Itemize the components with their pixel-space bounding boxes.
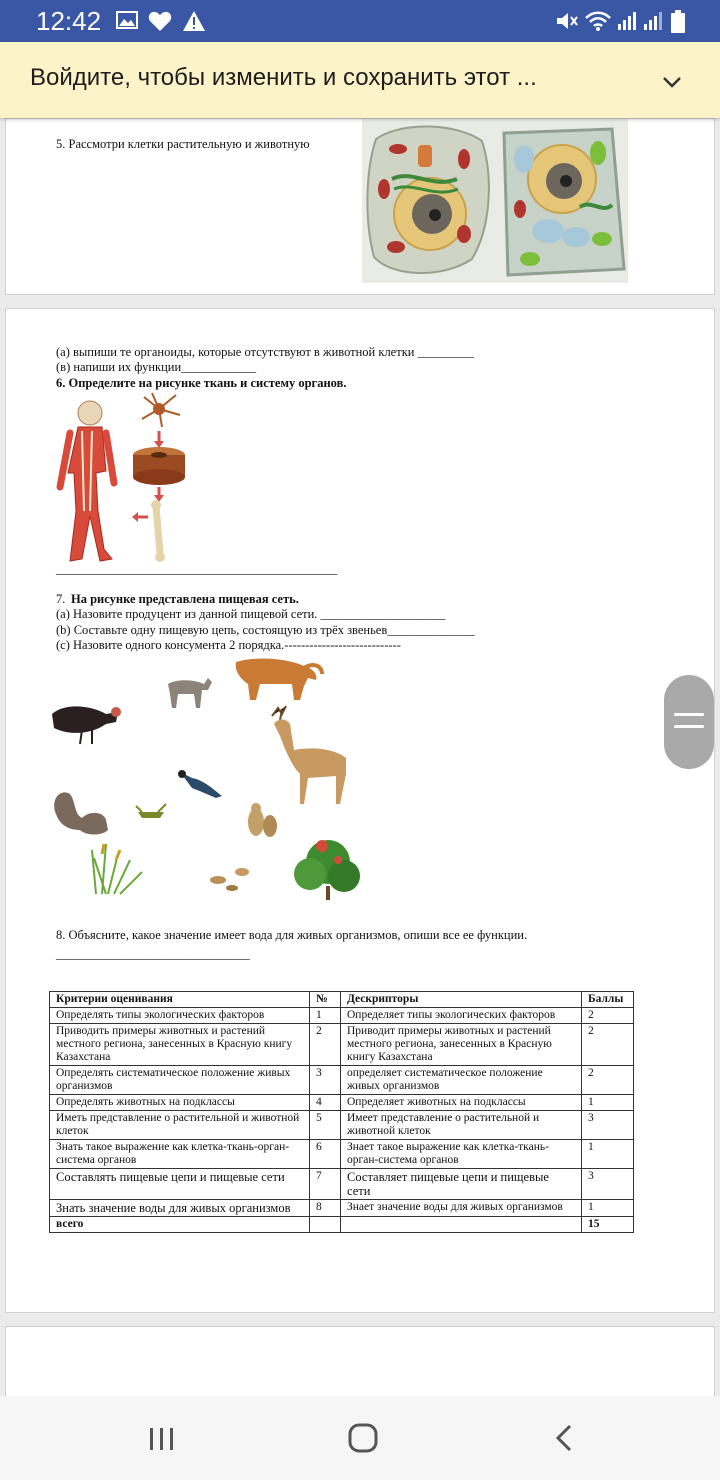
question-7-title: На рисунке представлена пищевая сеть. — [71, 592, 299, 606]
sign-in-banner[interactable] — [0, 42, 720, 118]
total-label: всего — [50, 1217, 310, 1233]
battery-icon — [670, 10, 686, 34]
cell-points: 1 — [582, 1095, 634, 1111]
table-header-row — [50, 992, 634, 1008]
question-7a: (а) Назовите продуцент из данной пищевой сети. ____________________ — [56, 607, 446, 621]
question-6-answer-line: _____________________________________________ — [56, 562, 338, 576]
question-5b: (в) напиши их функции____________ — [56, 360, 257, 374]
table-row — [50, 1008, 634, 1024]
recent-apps-icon[interactable] — [140, 1416, 184, 1460]
cell-descriptor: определяет систематическое положение живых организмов — [341, 1066, 582, 1095]
table-row — [50, 1169, 634, 1200]
warning-icon — [182, 10, 206, 32]
question-5: 5. Рассмотри клетки растительную и животную — [56, 137, 310, 151]
navigation-bar — [0, 1396, 720, 1480]
food-web-image — [46, 654, 366, 914]
document-page-1 — [5, 118, 715, 295]
cell-number: 4 — [310, 1095, 341, 1111]
signal-icon — [616, 10, 666, 32]
total-value: 15 — [582, 1217, 634, 1233]
cell-descriptor: Приводит примеры животных и растений местного региона, занесенных в Красную книгу Казахстана — [341, 1024, 582, 1066]
handle-grip-line — [674, 725, 704, 728]
cell-points: 2 — [582, 1008, 634, 1024]
image-icon — [116, 10, 138, 30]
cell-criteria: Знать такое выражение как клетка-ткань-орган-система органов — [50, 1140, 310, 1169]
cell-criteria: Составлять пищевые цепи и пищевые сети — [50, 1169, 310, 1200]
cell-criteria: Знать значение воды для живых организмов — [50, 1200, 310, 1217]
cell-number: 8 — [310, 1200, 341, 1217]
cell-points: 1 — [582, 1200, 634, 1217]
handle-grip-line — [674, 713, 704, 716]
cell-criteria: Определять систематическое положение живых организмов — [50, 1066, 310, 1095]
scroll-handle[interactable] — [664, 675, 714, 769]
cell-empty — [310, 1217, 341, 1233]
cell-number: 3 — [310, 1066, 341, 1095]
question-5a: (а) выпиши те органоиды, которые отсутствуют в животной клетки _________ — [56, 345, 474, 359]
cell-points: 3 — [582, 1169, 634, 1200]
cell-criteria: Определять типы экологических факторов — [50, 1008, 310, 1024]
cell-descriptor: Знает такое выражение как клетка-ткань-орган-система органов — [341, 1140, 582, 1169]
question-7b: (b) Составьте одну пищевую цепь, состоящую из трёх звеньев______________ — [56, 623, 475, 637]
assessment-criteria-table — [49, 991, 634, 1233]
cell-criteria: Иметь представление о растительной и животной клеток — [50, 1111, 310, 1140]
table-row — [50, 1140, 634, 1169]
chevron-down-icon[interactable] — [660, 70, 684, 94]
wifi-icon — [584, 10, 612, 32]
cell-number: 5 — [310, 1111, 341, 1140]
banner-text: Войдите, чтобы изменить и сохранить этот ... — [30, 64, 537, 91]
document-page-2 — [5, 308, 715, 1313]
header-criteria: Критерии оценивания — [50, 992, 310, 1008]
cell-descriptor: Определяет животных на подклассы — [341, 1095, 582, 1111]
document-page-3 — [5, 1326, 715, 1398]
cell-criteria: Определять животных на подклассы — [50, 1095, 310, 1111]
question-7-number: 7. — [56, 592, 66, 606]
cell-number: 7 — [310, 1169, 341, 1200]
cell-points: 2 — [582, 1024, 634, 1066]
question-8-answer-line: _______________________________ — [56, 947, 250, 961]
header-points: Баллы — [582, 992, 634, 1008]
tissue-organ-image — [52, 391, 202, 566]
cell-descriptor: Имеет представление о растительной и животной клеток — [341, 1111, 582, 1140]
cell-descriptor: Составляет пищевые цепи и пищевые сети — [341, 1169, 582, 1200]
heart-icon — [148, 10, 172, 32]
header-descriptors: Дескрипторы — [341, 992, 582, 1008]
cells-image — [362, 119, 628, 283]
question-8: 8. Объясните, какое значение имеет вода для живых организмов, опиши все ее функции. — [56, 928, 528, 942]
cell-points: 3 — [582, 1111, 634, 1140]
cell-descriptor: Определяет типы экологических факторов — [341, 1008, 582, 1024]
back-icon[interactable] — [543, 1416, 587, 1460]
cell-descriptor: Знает значение воды для живых организмов — [341, 1200, 582, 1217]
cell-empty — [341, 1217, 582, 1233]
question-7c: (c) Назовите одного консумента 2 порядка.---------------------------- — [56, 638, 401, 652]
cell-criteria: Приводить примеры животных и растений местного региона, занесенных в Красную книгу Казахстана — [50, 1024, 310, 1066]
table-row — [50, 1095, 634, 1111]
status-bar — [0, 0, 720, 42]
status-time: 12:42 — [36, 6, 102, 36]
cell-number: 6 — [310, 1140, 341, 1169]
table-row — [50, 1111, 634, 1140]
home-icon[interactable] — [341, 1416, 385, 1460]
table-row — [50, 1200, 634, 1217]
header-number: № — [310, 992, 341, 1008]
table-row — [50, 1024, 634, 1066]
cell-points: 1 — [582, 1140, 634, 1169]
mute-icon — [554, 10, 578, 32]
cell-number: 1 — [310, 1008, 341, 1024]
cell-number: 2 — [310, 1024, 341, 1066]
table-row — [50, 1066, 634, 1095]
table-total-row — [50, 1217, 634, 1233]
cell-points: 2 — [582, 1066, 634, 1095]
question-6: 6. Определите на рисунке ткань и систему органов. — [56, 376, 347, 390]
